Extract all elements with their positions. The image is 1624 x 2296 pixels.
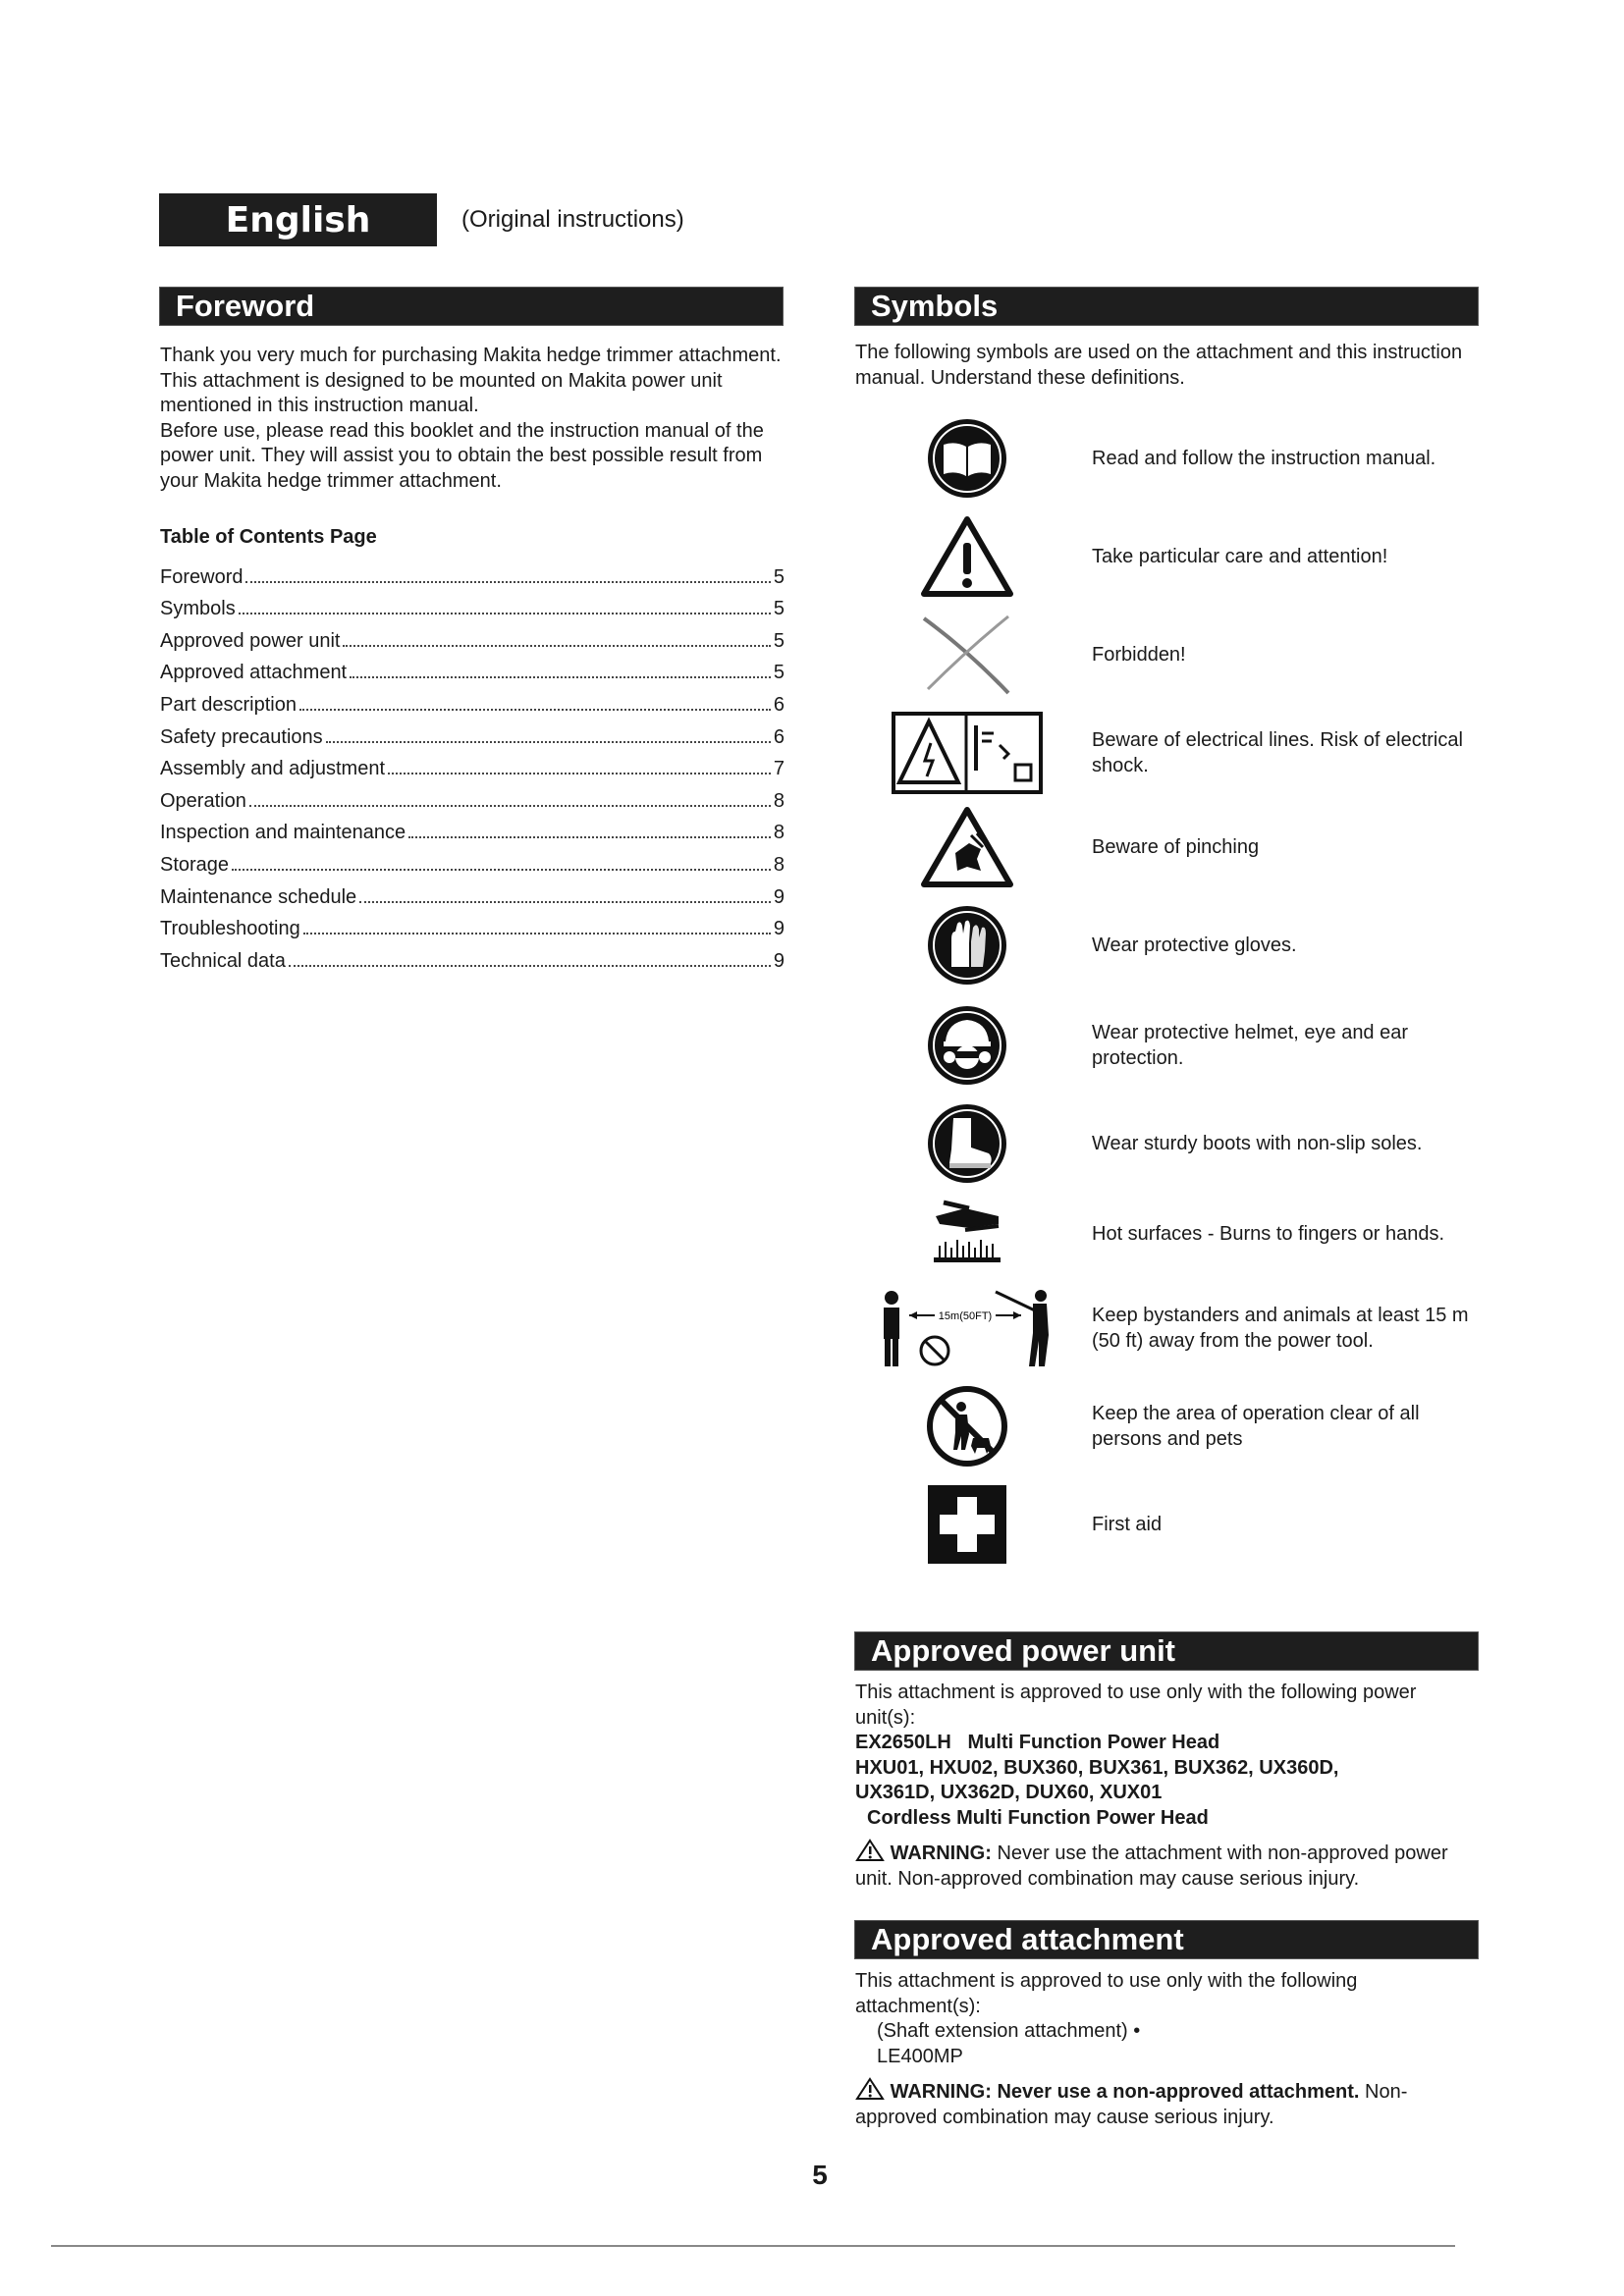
toc-leader-dots [299, 709, 771, 711]
symbols-intro: The following symbols are used on the attachment and this instruction manual. Understand these definitions. [855, 342, 1463, 389]
toc-entry-page: 5 [773, 629, 785, 652]
toc-entry [160, 557, 785, 589]
toc-leader-dots [289, 965, 771, 967]
toc-entry [160, 813, 785, 845]
toc-entry-label: Symbols [160, 598, 236, 620]
model-name: EX2650LH [855, 1732, 951, 1753]
toc-entry-label: Troubleshooting [160, 918, 300, 940]
warning-triangle-icon [854, 512, 1080, 601]
symbol-text: Forbidden! [1092, 644, 1186, 666]
toc-entry-page: 6 [773, 725, 785, 748]
gloves-icon [854, 901, 1080, 989]
first-aid-icon [854, 1480, 1080, 1569]
toc-entry-page: 5 [773, 598, 785, 620]
distance-label: 15m(50FT) [938, 1310, 993, 1322]
pinching-icon [854, 803, 1080, 891]
toc-leader-dots [388, 773, 771, 774]
toc-entry-label: Assembly and adjustment [160, 758, 386, 780]
toc-leader-dots [239, 613, 771, 614]
toc-entry-page: 7 [773, 758, 785, 780]
foreword-paragraph: Thank you very much for purchasing Makita hedge trimmer attachment. This attachment is designed to be mounted on Makita power unit mentioned in this instruction manual. Before use, please read this booklet and the instruction manual of the power unit. They will assist you to obtain the best possible result from your Makita hedge trimmer attachment. [160, 345, 782, 492]
toc-entry-label: Storage [160, 853, 230, 876]
page-number: 5 [812, 2160, 828, 2190]
symbol-text: First aid [1092, 1514, 1163, 1535]
footer-divider [51, 2245, 1455, 2247]
symbol-text: Take particular care and attention! [1092, 546, 1388, 567]
toc-leader-dots [343, 645, 770, 647]
toc-entry-page: 8 [773, 822, 785, 844]
symbol-row-bystanders [854, 1284, 1483, 1372]
symbol-row-manual [854, 414, 1483, 503]
instruction-manual-icon [854, 414, 1080, 503]
symbol-text: Beware of pinching [1092, 836, 1260, 858]
toc-entry-page: 6 [773, 693, 785, 716]
toc-entry-label: Maintenance schedule [160, 885, 357, 908]
toc-entry [160, 940, 785, 973]
electrical-lines-icon [854, 709, 1080, 797]
warning-text: Never use the attachment with non-approved power unit. Non-approved combination may cause serious injury. [855, 1842, 1448, 1890]
toc-entry-label: Safety precautions [160, 725, 323, 748]
symbol-row-hot-surface [854, 1190, 1483, 1278]
toc-entry [160, 589, 785, 621]
toc-entry-page: 8 [773, 789, 785, 812]
toc-entry-label: Operation [160, 789, 246, 812]
toc-entry [160, 780, 785, 813]
toc-entry-page: 9 [773, 885, 785, 908]
symbol-text: Keep the area of operation clear of all persons and pets [1092, 1403, 1420, 1450]
no-persons-pets-icon [854, 1382, 1080, 1470]
toc-entry-label: Technical data [160, 949, 286, 972]
warning-label: WARNING: [890, 1842, 992, 1864]
toc-entry [160, 877, 785, 909]
toc-heading: Table of Contents Page [160, 526, 377, 548]
symbol-row-first-aid [854, 1480, 1483, 1569]
power-unit-models-line-2: UX361D, UX362D, DUX60, XUX01 [855, 1782, 1163, 1803]
original-instructions-label: (Original instructions) [461, 206, 684, 233]
toc-entry-page: 5 [773, 565, 785, 588]
warning-triangle-icon [855, 2077, 885, 2101]
symbol-row-forbidden [854, 611, 1483, 699]
toc-leader-dots [249, 805, 771, 807]
toc-leader-dots [326, 741, 771, 743]
toc-entry [160, 749, 785, 781]
symbol-text: Hot surfaces - Burns to fingers or hands. [1092, 1223, 1445, 1245]
approved-attachment-section [855, 1969, 1480, 2130]
attachment-item-1: (Shaft extension attachment) • [877, 2020, 1141, 2042]
symbol-row-boots [854, 1099, 1483, 1188]
toc-entry-label: Inspection and maintenance [160, 822, 406, 844]
toc-entry [160, 844, 785, 877]
toc-entry [160, 653, 785, 685]
toc-entry-page: 9 [773, 918, 785, 940]
toc-entry-label: Foreword [160, 565, 244, 588]
toc-entry [160, 620, 785, 653]
symbol-row-no-persons [854, 1382, 1483, 1470]
warning-label: WARNING: Never use a non-approved attachment. [890, 2081, 1360, 2103]
table-of-contents [160, 526, 785, 973]
symbol-text: Read and follow the instruction manual. [1092, 448, 1436, 469]
foreword-heading: Foreword [159, 287, 784, 326]
toc-leader-dots [232, 869, 771, 871]
attachment-item-2: LE400MP [877, 2045, 963, 2067]
approved-power-unit-heading: Approved power unit [854, 1631, 1479, 1671]
power-unit-intro: This attachment is approved to use only with the following power unit(s): [855, 1682, 1417, 1729]
toc-leader-dots [359, 901, 771, 903]
toc-leader-dots [408, 836, 771, 838]
toc-leader-dots [350, 676, 771, 678]
approved-power-unit-section [855, 1681, 1480, 1892]
toc-entry-page: 9 [773, 949, 785, 972]
symbol-text: Keep bystanders and animals at least 15 m (50 ft) away from the power tool. [1092, 1305, 1469, 1352]
language-tab: English [159, 193, 437, 246]
toc-entry [160, 684, 785, 717]
symbol-text: Wear protective gloves. [1092, 934, 1297, 956]
symbol-text: Wear protective helmet, eye and ear protection. [1092, 1022, 1409, 1069]
toc-entry [160, 717, 785, 749]
power-unit-models-line-1: HXU01, HXU02, BUX360, BUX361, BUX362, UX360D, [855, 1756, 1339, 1779]
toc-entry-page: 8 [773, 853, 785, 876]
model-description: Multi Function Power Head [967, 1732, 1220, 1753]
hot-surface-icon [854, 1190, 1080, 1278]
symbol-row-gloves [854, 901, 1483, 989]
toc-entry-label: Part description [160, 693, 297, 716]
bystander-distance-icon [854, 1284, 1080, 1372]
toc-entry [160, 909, 785, 941]
symbol-text: Beware of electrical lines. Risk of electrical shock. [1092, 729, 1463, 776]
toc-leader-dots [303, 933, 771, 934]
toc-entry-page: 5 [773, 662, 785, 684]
toc-entry-label: Approved power unit [160, 629, 341, 652]
symbol-row-warning [854, 512, 1483, 601]
warning-triangle-icon [855, 1839, 885, 1862]
forbidden-icon [854, 611, 1080, 699]
toc-leader-dots [245, 581, 770, 583]
symbol-text: Wear sturdy boots with non-slip soles. [1092, 1133, 1423, 1154]
symbol-row-electrical [854, 709, 1483, 797]
boots-icon [854, 1099, 1080, 1188]
symbol-row-helmet [854, 1001, 1483, 1090]
warning-text: Non-approved combination may cause serious injury. [855, 2081, 1408, 2128]
power-unit-model-1 [855, 1731, 1480, 1756]
symbol-row-pinching [854, 803, 1483, 891]
power-unit-warning [855, 1839, 1480, 1892]
approved-attachment-heading: Approved attachment [854, 1920, 1479, 1959]
power-unit-models-description: Cordless Multi Function Power Head [867, 1806, 1209, 1829]
helmet-icon [854, 1001, 1080, 1090]
symbols-heading: Symbols [854, 287, 1479, 326]
toc-entry-label: Approved attachment [160, 662, 348, 684]
attachment-intro: This attachment is approved to use only with the following attachment(s): [855, 1970, 1358, 2017]
attachment-warning [855, 2077, 1480, 2130]
